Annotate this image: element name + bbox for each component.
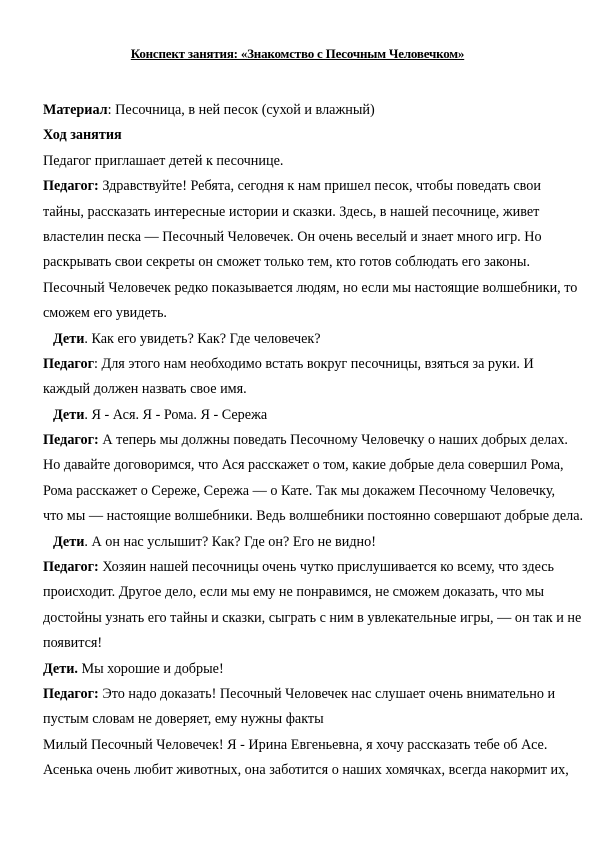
line-text: властелин песка — Песочный Человечек. Он очень веселый и знает много игр. Но	[43, 228, 542, 245]
line-text: Песочный Человечек редко показывается людям, но если мы настоящие волшебники, то	[43, 279, 578, 296]
text-line	[43, 733, 563, 758]
text-line	[43, 682, 563, 707]
line-text: Хозяин нашей песочницы очень чутко прислушивается ко всему, что здесь	[98, 559, 554, 576]
line-text: происходит. Другое дело, если мы ему не понравимся, не сможем доказать, что мы	[43, 584, 544, 601]
speaker-label: Дети.	[43, 660, 78, 677]
text-line	[43, 327, 563, 352]
speaker-label: Педагог	[43, 355, 95, 372]
line-text: каждый должен назвать свое имя.	[43, 381, 247, 398]
line-text: Милый Песочный Человечек! Я - Ирина Евгеньевна, я хочу рассказать тебе об Асе.	[43, 736, 548, 753]
text-line	[43, 276, 578, 301]
line-text: Рома расскажет о Сереже, Сережа — о Кате. Так мы докажем Песочному Человечку,	[43, 482, 556, 499]
line-text: пустым словам не доверяет, ему нужны факты	[43, 711, 324, 728]
text-line	[43, 225, 563, 250]
line-text: Асенька очень любит животных, она заботится о наших хомячках, всегда накормит их,	[43, 762, 569, 779]
text-line	[43, 479, 563, 504]
speaker-label: Дети	[53, 533, 85, 550]
line-text: Мы хорошие и добрые!	[77, 660, 224, 677]
text-line	[43, 149, 563, 174]
line-text: тайны, рассказать интересные истории и сказки. Здесь, в нашей песочнице, живет	[43, 203, 540, 220]
text-line	[43, 352, 563, 377]
text-line	[43, 631, 563, 656]
speaker-label: Педагог:	[43, 432, 99, 449]
text-line	[43, 555, 563, 580]
text-line	[43, 758, 569, 783]
line-text: появится!	[43, 635, 103, 652]
text-line	[43, 98, 563, 123]
speaker-label: Материал	[43, 102, 108, 118]
line-text: Это надо доказать! Песочный Человечек нас слушает очень внимательно и	[98, 685, 556, 702]
line-text: Но давайте договоримся, что Ася расскажет о том, какие добрые дела совершил Рома,	[43, 457, 564, 474]
line-text: . А он нас услышит? Как? Где он? Его не видно!	[84, 533, 376, 550]
speaker-label: Дети	[53, 330, 85, 347]
text-line	[43, 377, 563, 402]
line-text: Педагог приглашает детей к песочнице.	[43, 152, 284, 169]
text-line	[43, 504, 584, 529]
text-line	[43, 606, 582, 631]
line-text: : Песочница, в ней песок (сухой и влажный)	[107, 102, 375, 118]
text-line	[43, 453, 563, 478]
text-line	[43, 250, 563, 275]
speaker-label: Педагог:	[43, 559, 99, 576]
speaker-label: Дети	[53, 406, 85, 423]
text-line	[43, 707, 563, 732]
text-line	[43, 174, 563, 199]
line-text: . Как его увидеть? Как? Где человечек?	[84, 330, 321, 347]
text-line	[43, 428, 568, 453]
line-text: А теперь мы должны поведать Песочному Человечку о наших добрых делах.	[98, 432, 568, 449]
speaker-label: Педагог:	[43, 178, 99, 195]
text-line	[43, 580, 563, 605]
line-text: раскрывать свои секреты он сможет только тем, кто готов соблюдать его законы.	[43, 254, 530, 271]
text-line	[43, 301, 563, 326]
text-line	[43, 530, 563, 555]
line-text: Здравствуйте! Ребята, сегодня к нам пришел песок, чтобы поведать свои	[98, 178, 541, 195]
line-text: . Я - Ася. Я - Рома. Я - Сережа	[84, 406, 268, 423]
line-text: : Для этого нам необходимо встать вокруг песочницы, взяться за руки. И	[94, 355, 534, 372]
speaker-label: Педагог:	[43, 685, 99, 702]
text-line	[43, 123, 563, 148]
line-text: что мы — настоящие волшебники. Ведь волшебники постоянно совершают добрые дела.	[43, 508, 584, 525]
line-text: сможем его увидеть.	[43, 305, 167, 322]
text-line	[43, 657, 563, 682]
text-line	[43, 403, 563, 428]
speaker-label: Ход занятия	[43, 127, 122, 144]
document-body	[43, 98, 584, 784]
line-text: достойны узнать его тайны и сказки, сыграть с ним в увлекательные игры, — он так и не	[43, 609, 582, 626]
text-line	[43, 200, 563, 225]
document-title: Конспект занятия: «Знакомство с Песочным Человечком»	[130, 46, 465, 61]
